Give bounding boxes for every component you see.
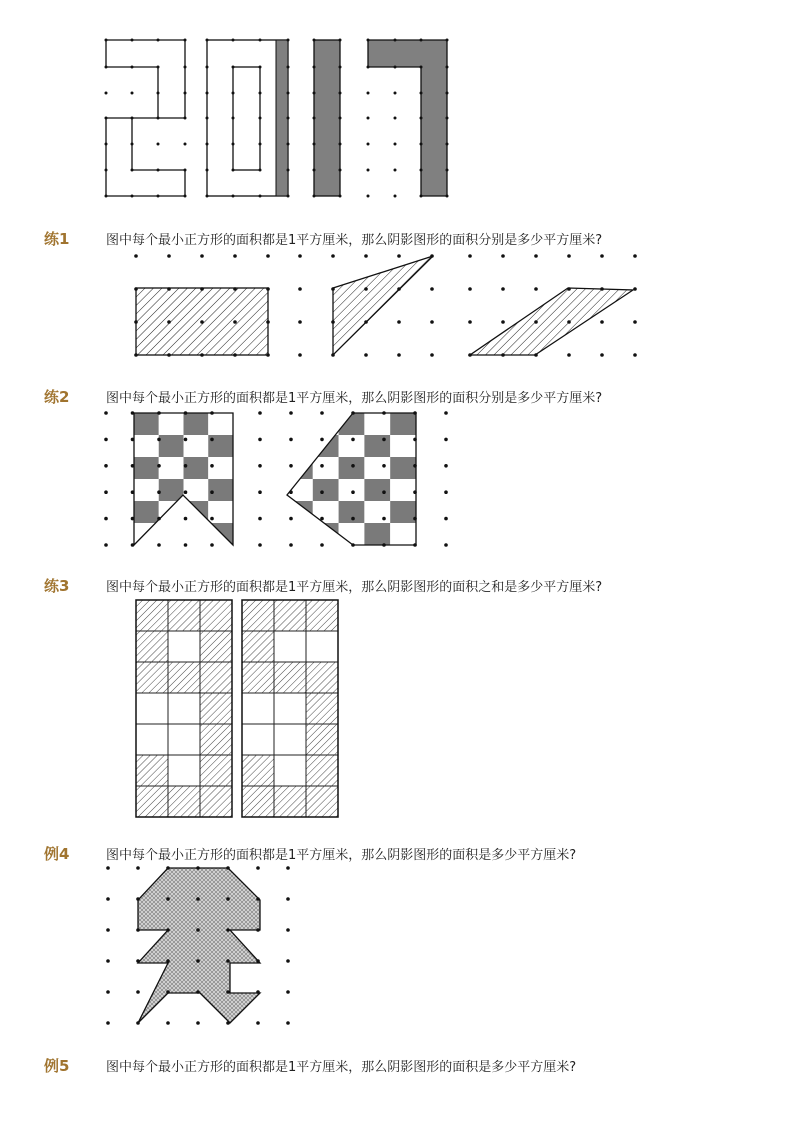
grid-dot xyxy=(106,928,110,932)
grid-dot xyxy=(286,866,290,870)
grid-dot xyxy=(286,928,290,932)
grid-dot xyxy=(256,866,260,870)
problem-label: 练2 xyxy=(44,388,70,406)
grid-dot xyxy=(106,959,110,963)
grid-dot xyxy=(226,866,230,870)
grid-dot xyxy=(196,866,200,870)
grid-dot xyxy=(286,959,290,963)
problem-question: 图中每个最小正方形的面积都是1平方厘米，那么阴影图形的面积是多少平方厘米? xyxy=(106,1060,577,1075)
grid-dot xyxy=(256,897,260,901)
problem-question: 图中每个最小正方形的面积都是1平方厘米，那么阴影图形的面积分别是多少平方厘米? xyxy=(106,391,603,406)
grid-dot xyxy=(196,959,200,963)
problem-label: 例5 xyxy=(44,1057,70,1075)
problem-question: 图中每个最小正方形的面积都是1平方厘米，那么阴影图形的面积分别是多少平方厘米? xyxy=(106,233,603,248)
grid-dot xyxy=(226,897,230,901)
grid-dot xyxy=(106,1021,110,1025)
grid-dot xyxy=(166,1021,170,1025)
grid-dot xyxy=(166,866,170,870)
problem-question: 图中每个最小正方形的面积都是1平方厘米，那么阴影图形的面积是多少平方厘米? xyxy=(106,848,577,863)
grid-dot xyxy=(166,897,170,901)
grid-dot xyxy=(166,928,170,932)
grid-dot xyxy=(226,990,230,994)
shaded-figure xyxy=(138,868,260,1023)
grid-dot xyxy=(136,897,140,901)
grid-dot xyxy=(106,866,110,870)
grid-dot xyxy=(256,928,260,932)
grid-dot xyxy=(256,1021,260,1025)
grid-dot xyxy=(286,897,290,901)
grid-dot xyxy=(286,1021,290,1025)
grid-dot xyxy=(256,990,260,994)
grid-dot xyxy=(136,959,140,963)
problem-question: 图中每个最小正方形的面积都是1平方厘米，那么阴影图形的面积之和是多少平方厘米? xyxy=(106,580,603,595)
grid-dot xyxy=(136,866,140,870)
grid-dot xyxy=(136,990,140,994)
grid-dot xyxy=(196,897,200,901)
grid-dot xyxy=(226,959,230,963)
grid-dot xyxy=(286,990,290,994)
grid-dot xyxy=(226,928,230,932)
grid-dot xyxy=(136,928,140,932)
problem-label: 例4 xyxy=(44,845,70,863)
problem-label: 练1 xyxy=(44,230,70,248)
grid-dot xyxy=(106,897,110,901)
problem-label: 练3 xyxy=(44,577,70,595)
grid-dot xyxy=(196,928,200,932)
grid-dot xyxy=(136,1021,140,1025)
grid-dot xyxy=(226,1021,230,1025)
grid-dot xyxy=(196,990,200,994)
grid-dot xyxy=(196,1021,200,1025)
grid-dot xyxy=(256,959,260,963)
grid-dot xyxy=(166,990,170,994)
grid-dot xyxy=(166,959,170,963)
grid-dot xyxy=(106,990,110,994)
